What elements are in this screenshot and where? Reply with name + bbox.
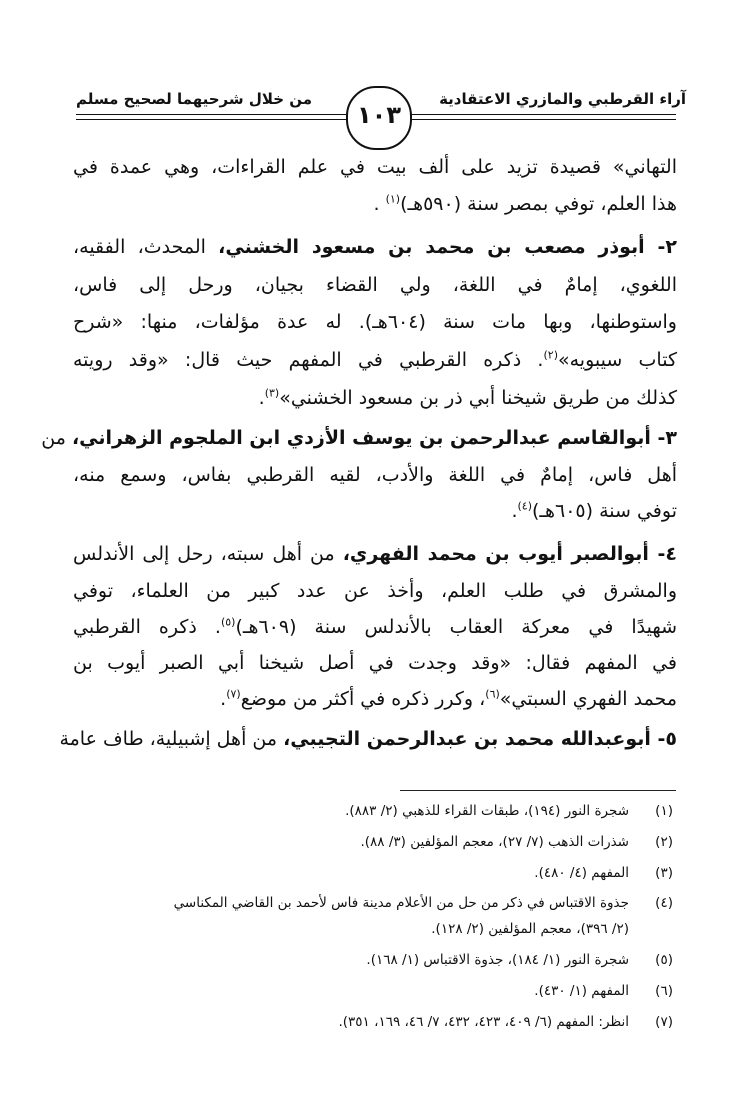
line-text: في المفهم فقال: «وقد وجدت في أصل شيخنا أبي الصبر أيوب بن [73, 652, 677, 674]
footnote-ref: (٤) [517, 499, 533, 513]
footnote-text: المفهم (١/ ٤٣٠). [534, 983, 629, 999]
line-text: واستوطنها، وبها مات سنة (٦٠٤هـ). له عدة مؤلفات، منها: «شرح [73, 311, 677, 333]
running-title-right: آراء القرطبي والمازري الاعتقادية [439, 90, 686, 108]
footnote-number: (٥) [655, 952, 673, 968]
footnote-ref: (٦) [485, 687, 500, 701]
text-line [73, 458, 677, 492]
footnote [73, 862, 673, 884]
footnote-ref: (٥) [220, 615, 236, 629]
line-text: . [258, 387, 265, 409]
entry-name: ٥- أبوعبدالله محمد بن عبدالرحمن التجيبي، [283, 728, 677, 750]
line-text: كتاب سيبويه» [557, 349, 677, 371]
footnote-number: (٧) [655, 1014, 673, 1030]
line-text: . [373, 193, 386, 215]
footnote [73, 1011, 673, 1033]
page-number: ١٠٣ [346, 86, 412, 150]
footnote [73, 980, 673, 1002]
line-text: محمد الفهري السبتي» [499, 688, 677, 710]
line-text: هذا العلم، توفي بمصر سنة (٥٩٠هـ) [400, 193, 677, 215]
text-line [73, 646, 677, 680]
line-text: من أهل إشبيلية، طاف عامة [59, 728, 284, 750]
footnote-number: (٢) [655, 834, 673, 850]
footnote [73, 892, 673, 914]
footnote-number: (٣) [655, 865, 673, 881]
footnote-text: شجرة النور (١٩٤)، طبقات القراء للذهبي (٢/ ٨٨٣). [345, 803, 629, 819]
line-text: كذلك من طريق شيخنا أبي ذر بن مسعود الخشني» [279, 387, 677, 409]
line-text: المحدث، الفقيه، [73, 236, 219, 258]
text-line [59, 722, 677, 756]
text-line [73, 268, 677, 302]
footnote-number: (٤) [655, 895, 673, 911]
line-text: . ذكره القرطبي [73, 616, 221, 638]
line-text: أهل فاس، إمامٌ في اللغة والأدب، لقيه القرطبي بفاس، وسمع منه، [73, 464, 677, 486]
text-line [73, 343, 677, 377]
footnote-text: انظر: المفهم (٦/ ٤٠٩، ٤٢٣، ٤٣٢، ٧/ ٤٦، ١٦٩، ٣٥١). [338, 1014, 629, 1030]
text-line [73, 150, 677, 184]
footnote-text: المفهم (٤/ ٤٨٠). [534, 865, 629, 881]
footnote [73, 800, 673, 822]
line-text: والمشرق في طلب العلم، وأخذ عن عدد كبير من العلماء، توفي [73, 580, 677, 602]
line-text: توفي سنة (٦٠٥هـ) [532, 500, 677, 522]
footnote-number: (٦) [655, 983, 673, 999]
text-line [73, 682, 677, 716]
footnote-number: (١) [655, 803, 673, 819]
entry-name: ٢- أبوذر مصعب بن محمد بن مسعود الخشني، [218, 236, 677, 258]
text-line [73, 381, 677, 415]
footnote-text: جذوة الاقتباس في ذكر من حل من الأعلام مدينة فاس لأحمد بن القاضي المكناسي [173, 895, 629, 911]
entry-name: ٣- أبوالقاسم عبدالرحمن بن يوسف الأزدي ابن الملجوم الزهراني، [71, 427, 677, 449]
footnote-text: شذرات الذهب (٧/ ٢٧)، معجم المؤلفين (٣/ ٨٨). [360, 834, 629, 850]
text-line [41, 421, 677, 455]
text-line [73, 494, 677, 528]
line-text: . [220, 688, 227, 710]
text-line [73, 305, 677, 339]
footnote-ref: (٣) [264, 386, 280, 400]
text-line [73, 230, 677, 264]
footnote-ref: (٧) [226, 687, 241, 701]
entry-name: ٤- أبوالصبر أيوب بن محمد الفهري، [342, 543, 677, 565]
text-line [73, 187, 677, 221]
running-title-left: من خلال شرحيهما لصحيح مسلم [76, 90, 313, 108]
line-text: من [41, 427, 72, 449]
line-text: من أهل سبته، رحل إلى الأندلس [73, 543, 343, 565]
text-line [73, 537, 677, 571]
footnote-ref: (٢) [543, 348, 558, 362]
text-line [73, 574, 677, 608]
line-text: شهيدًا في معركة العقاب بالأندلس سنة (٦٠٩هـ) [235, 616, 678, 638]
footnote [73, 831, 673, 853]
line-text: اللغوي، إمامٌ في اللغة، ولي القضاء بجيان، ورحل إلى فاس، [73, 274, 677, 296]
line-text: . [511, 500, 518, 522]
footnote-continuation: (٢/ ٣٩٦)، معجم المؤلفين (٢/ ١٢٨). [431, 921, 629, 937]
footnote-text: شجرة النور (١/ ١٨٤)، جذوة الاقتباس (١/ ١٦٨). [366, 952, 629, 968]
text-line [73, 610, 677, 644]
footnote-ref: (١) [385, 192, 401, 206]
line-text: التهاني» قصيدة تزيد على ألف بيت في علم القراءات، وهي عمدة في [73, 156, 677, 178]
line-text: . ذكره القرطبي في المفهم حيث قال: «وقد رويته [73, 349, 544, 371]
line-text: ، وكرر ذكره في أكثر من موضع [240, 688, 486, 710]
footnote-separator [400, 790, 676, 791]
footnote [73, 949, 673, 971]
